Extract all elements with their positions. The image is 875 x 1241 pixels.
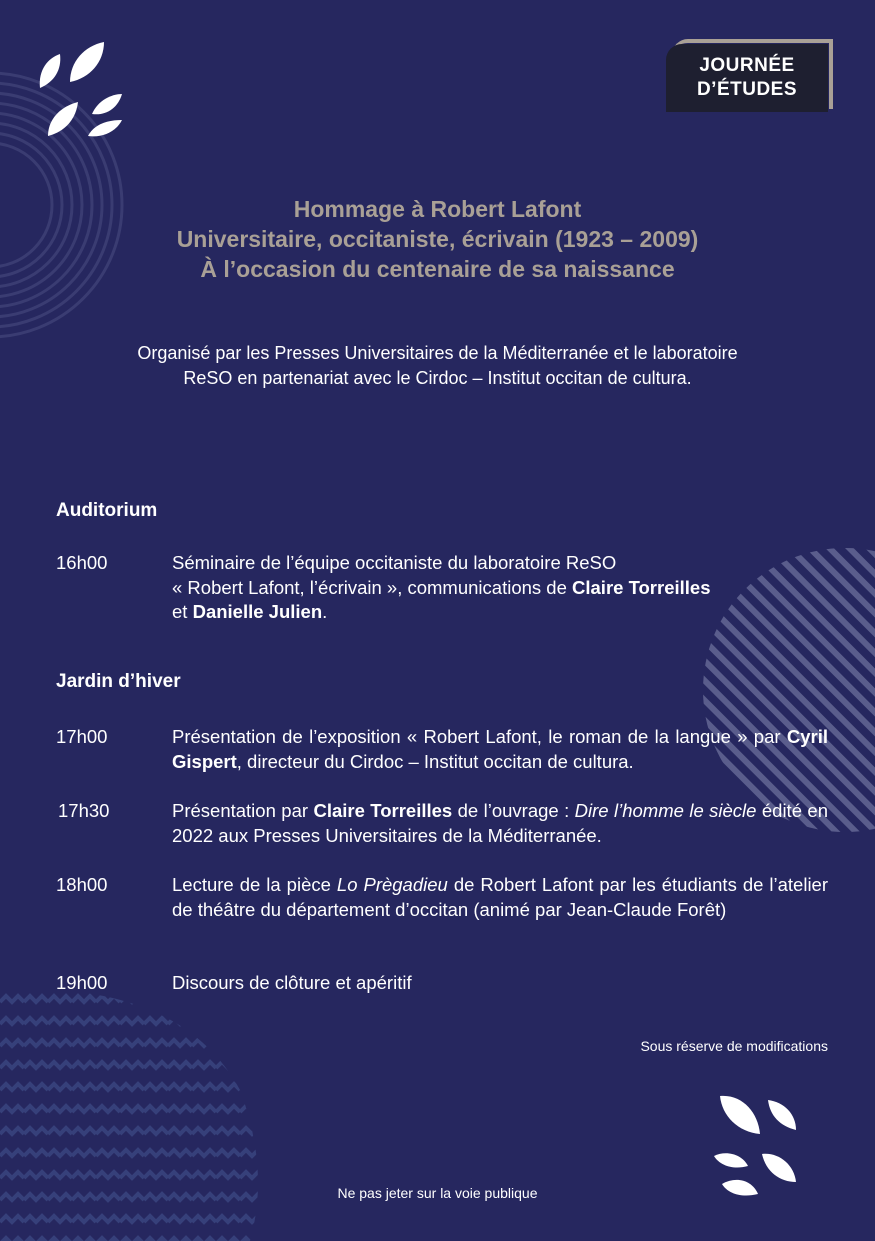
program-time: 19h00 <box>56 972 108 993</box>
leaves-logo-icon <box>712 1094 802 1199</box>
event-type-badge <box>666 44 828 112</box>
speaker-name: Danielle Julien <box>192 601 323 622</box>
speaker-name: Claire Torreilles <box>313 800 453 821</box>
program-text: de l’ouvrage : <box>452 800 575 821</box>
event-title <box>0 194 875 284</box>
section-heading-auditorium: Auditorium <box>56 500 158 521</box>
program-description <box>172 873 828 922</box>
program-text: Séminaire de l’équipe occitaniste du laboratoire ReSO <box>172 552 617 573</box>
program-text: édité en 2022 aux Presses Universitaires de la Méditerranée. <box>172 800 828 846</box>
program-text: « Robert Lafont, l’écrivain », communications de <box>172 576 573 598</box>
program-time: 18h00 <box>56 874 108 895</box>
program-text: de Robert Lafont par les étudiants de l’atelier de théâtre du département d’occitan (animé par Jean-Claude Forêt) <box>172 874 828 920</box>
disclaimer-note: Sous réserve de modifications <box>640 1038 828 1054</box>
play-title: Lo Prègadieu <box>336 874 448 895</box>
zigzag-shape <box>0 989 258 1241</box>
program-text: , directeur du Cirdoc – Institut occitan de cultura. <box>236 750 634 772</box>
program-description <box>172 551 828 625</box>
organiser-line-1: Organisé par les Presses Universitaires de la Méditerranée et le laboratoire <box>137 343 738 363</box>
badge-line-1: JOURNÉE <box>699 55 795 76</box>
program-text: . <box>322 601 328 622</box>
program-text: Lecture de la pièce <box>172 874 337 895</box>
program-text: et <box>172 601 193 622</box>
program-text: Présentation par <box>172 800 314 821</box>
badge-line-2: D’ÉTUDES <box>696 79 798 100</box>
program-time: 16h00 <box>56 552 108 573</box>
program-description <box>172 725 828 774</box>
organiser-text <box>40 341 835 391</box>
speaker-name: Claire Torreilles <box>572 576 711 598</box>
title-line-3: À l’occasion du centenaire de sa naissance <box>200 256 675 282</box>
footer-text: Ne pas jeter sur la voie publique <box>337 1185 538 1201</box>
organiser-line-2: ReSO en partenariat avec le Cirdoc – Institut occitan de cultura. <box>183 368 692 388</box>
section-heading-jardin: Jardin d’hiver <box>56 671 181 692</box>
title-line-1: Hommage à Robert Lafont <box>293 196 582 222</box>
program-time: 17h00 <box>56 726 108 747</box>
title-line-2: Universitaire, occitaniste, écrivain (1923 – 2009) <box>176 226 699 252</box>
program-description <box>172 799 828 848</box>
program-text: Présentation de l’exposition « Robert Lafont, le roman de la langue » par <box>172 726 787 747</box>
book-title: Dire l’homme le siècle <box>574 800 757 821</box>
program-description: Discours de clôture et apéritif <box>172 972 412 993</box>
leaves-logo-icon <box>36 40 126 140</box>
speaker-name: Cyril Gispert <box>172 726 828 772</box>
program-time: 17h30 <box>58 800 110 821</box>
